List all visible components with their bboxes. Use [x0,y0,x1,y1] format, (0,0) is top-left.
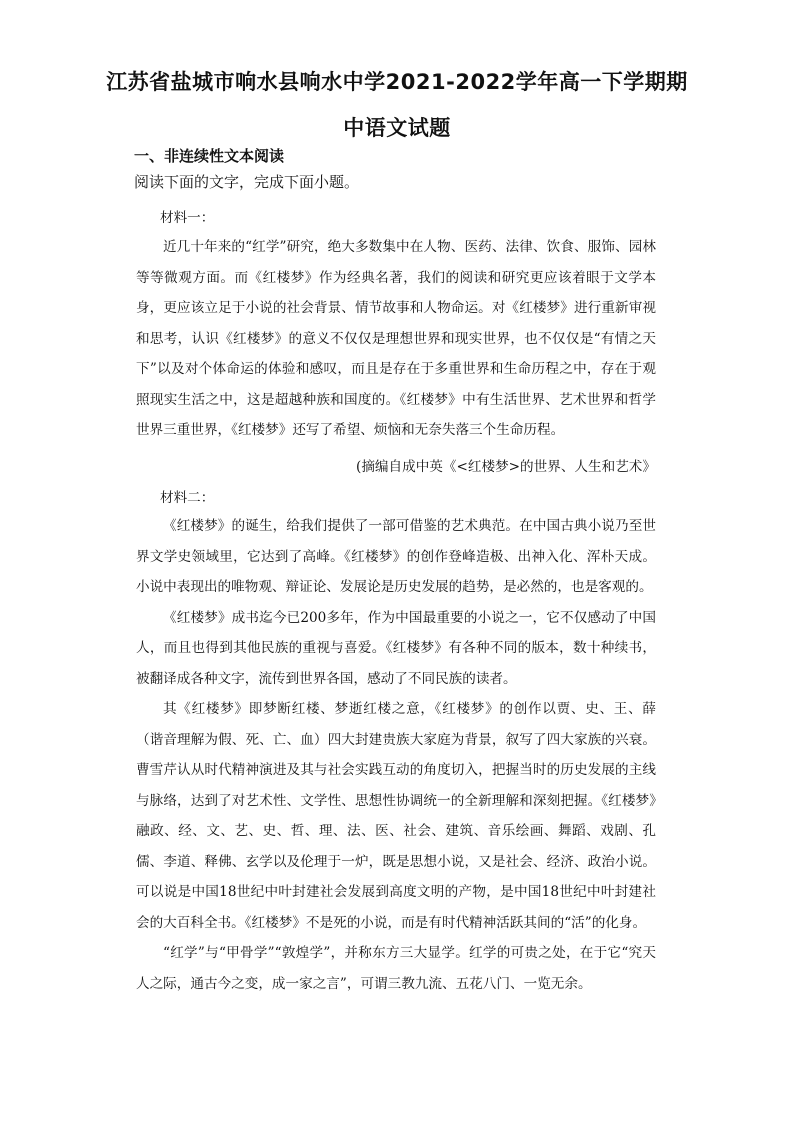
material-2-body [136,511,656,999]
material-2-label: 材料二： [160,490,215,506]
material-1-body [136,232,656,446]
material-2-paragraph-1: 《红楼梦》的诞生，给我们提供了一部可借鉴的艺术典范。在中国古典小说乃至世界文学史领域里，它达到了高峰。《红楼梦》的创作登峰造极、出神入化、浑朴天成。小说中表现出的唯物观、辩证论、发展论是历史发展的趋势，是必然的，也是客观的。 [136,518,656,595]
reading-instruction: 阅读下面的文字，完成下面小题。 [134,173,360,191]
material-1-label: 材料一： [160,210,215,226]
material-1-source: (摘编自成中英《<红楼梦>的世界、人生和艺术》 [356,459,656,475]
material-2-paragraph-2: 《红楼梦》成书迄今已200多年，作为中国最重要的小说之一，它不仅感动了中国人，而且也得到其他民族的重视与喜爱。《红楼梦》有各种不同的版本，数十种续书，被翻译成各种文字，流传到世界各国，感动了不同民族的读者。 [136,609,656,687]
material-1-paragraph: 近几十年来的“红学”研究，绝大多数集中在人物、医药、法律、饮食、服饰、园林等等微观方面。而《红楼梦》作为经典名著，我们的阅读和研究更应该着眼于文学本身，更应该立足于小说的社会背景、情节故事和人物命运。对《红楼梦》进行重新审视和思考，认识《红楼梦》的意义不仅仅是理想世界和现实世界，也不仅仅是“有情之天下”以及对个体命运的体验和感叹，而且是存在于多重世界和生命历程之中，存在于观照现实生活之中，这是超越种族和国度的。《红楼梦》中有生活世界、艺术世界和哲学世界三重世界，《红楼梦》还写了希望、烦恼和无奈失落三个生命历程。 [136,239,656,438]
document-title-line-1: 江苏省盐城市响水县响水中学2021-2022学年高一下学期期 [106,70,688,94]
material-2-paragraph-4: “红学”与“甲骨学”“敦煌学”，并称东方三大显学。红学的可贵之处，在于它“究天人之际，通古今之变，成一家之言”，可谓三教九流、五花八门、一览无余。 [136,945,656,992]
section-heading: 一、非连续性文本阅读 [134,147,285,165]
material-2-paragraph-3: 其《红楼梦》即梦断红楼、梦逝红楼之意，《红楼梦》的创作以贾、史、王、薛（谐音理解为假、死、亡、血）四大封建贵族大家庭为背景，叙写了四大家族的兴衰。曹雪芹认从时代精神演进及其与社会实践互动的角度切入，把握当时的历史发展的主线与脉络，达到了对艺术性、文学性、思想性协调统一的全新理解和深刻把握。《红楼梦》融政、经、文、艺、史、哲、理、法、医、社会、建筑、音乐绘画、舞蹈、戏剧、孔儒、李道、释佛、玄学以及伦理于一炉，既是思想小说，又是社会、经济、政治小说。可以说是中国18世纪中叶封建社会发展到高度文明的产物，是中国18世纪中叶封建社会的大百科全书。《红楼梦》不是死的小说，而是有时代精神活跃其间的“活”的化身。 [136,701,656,931]
document-title-line-2: 中语文试题 [343,116,451,140]
